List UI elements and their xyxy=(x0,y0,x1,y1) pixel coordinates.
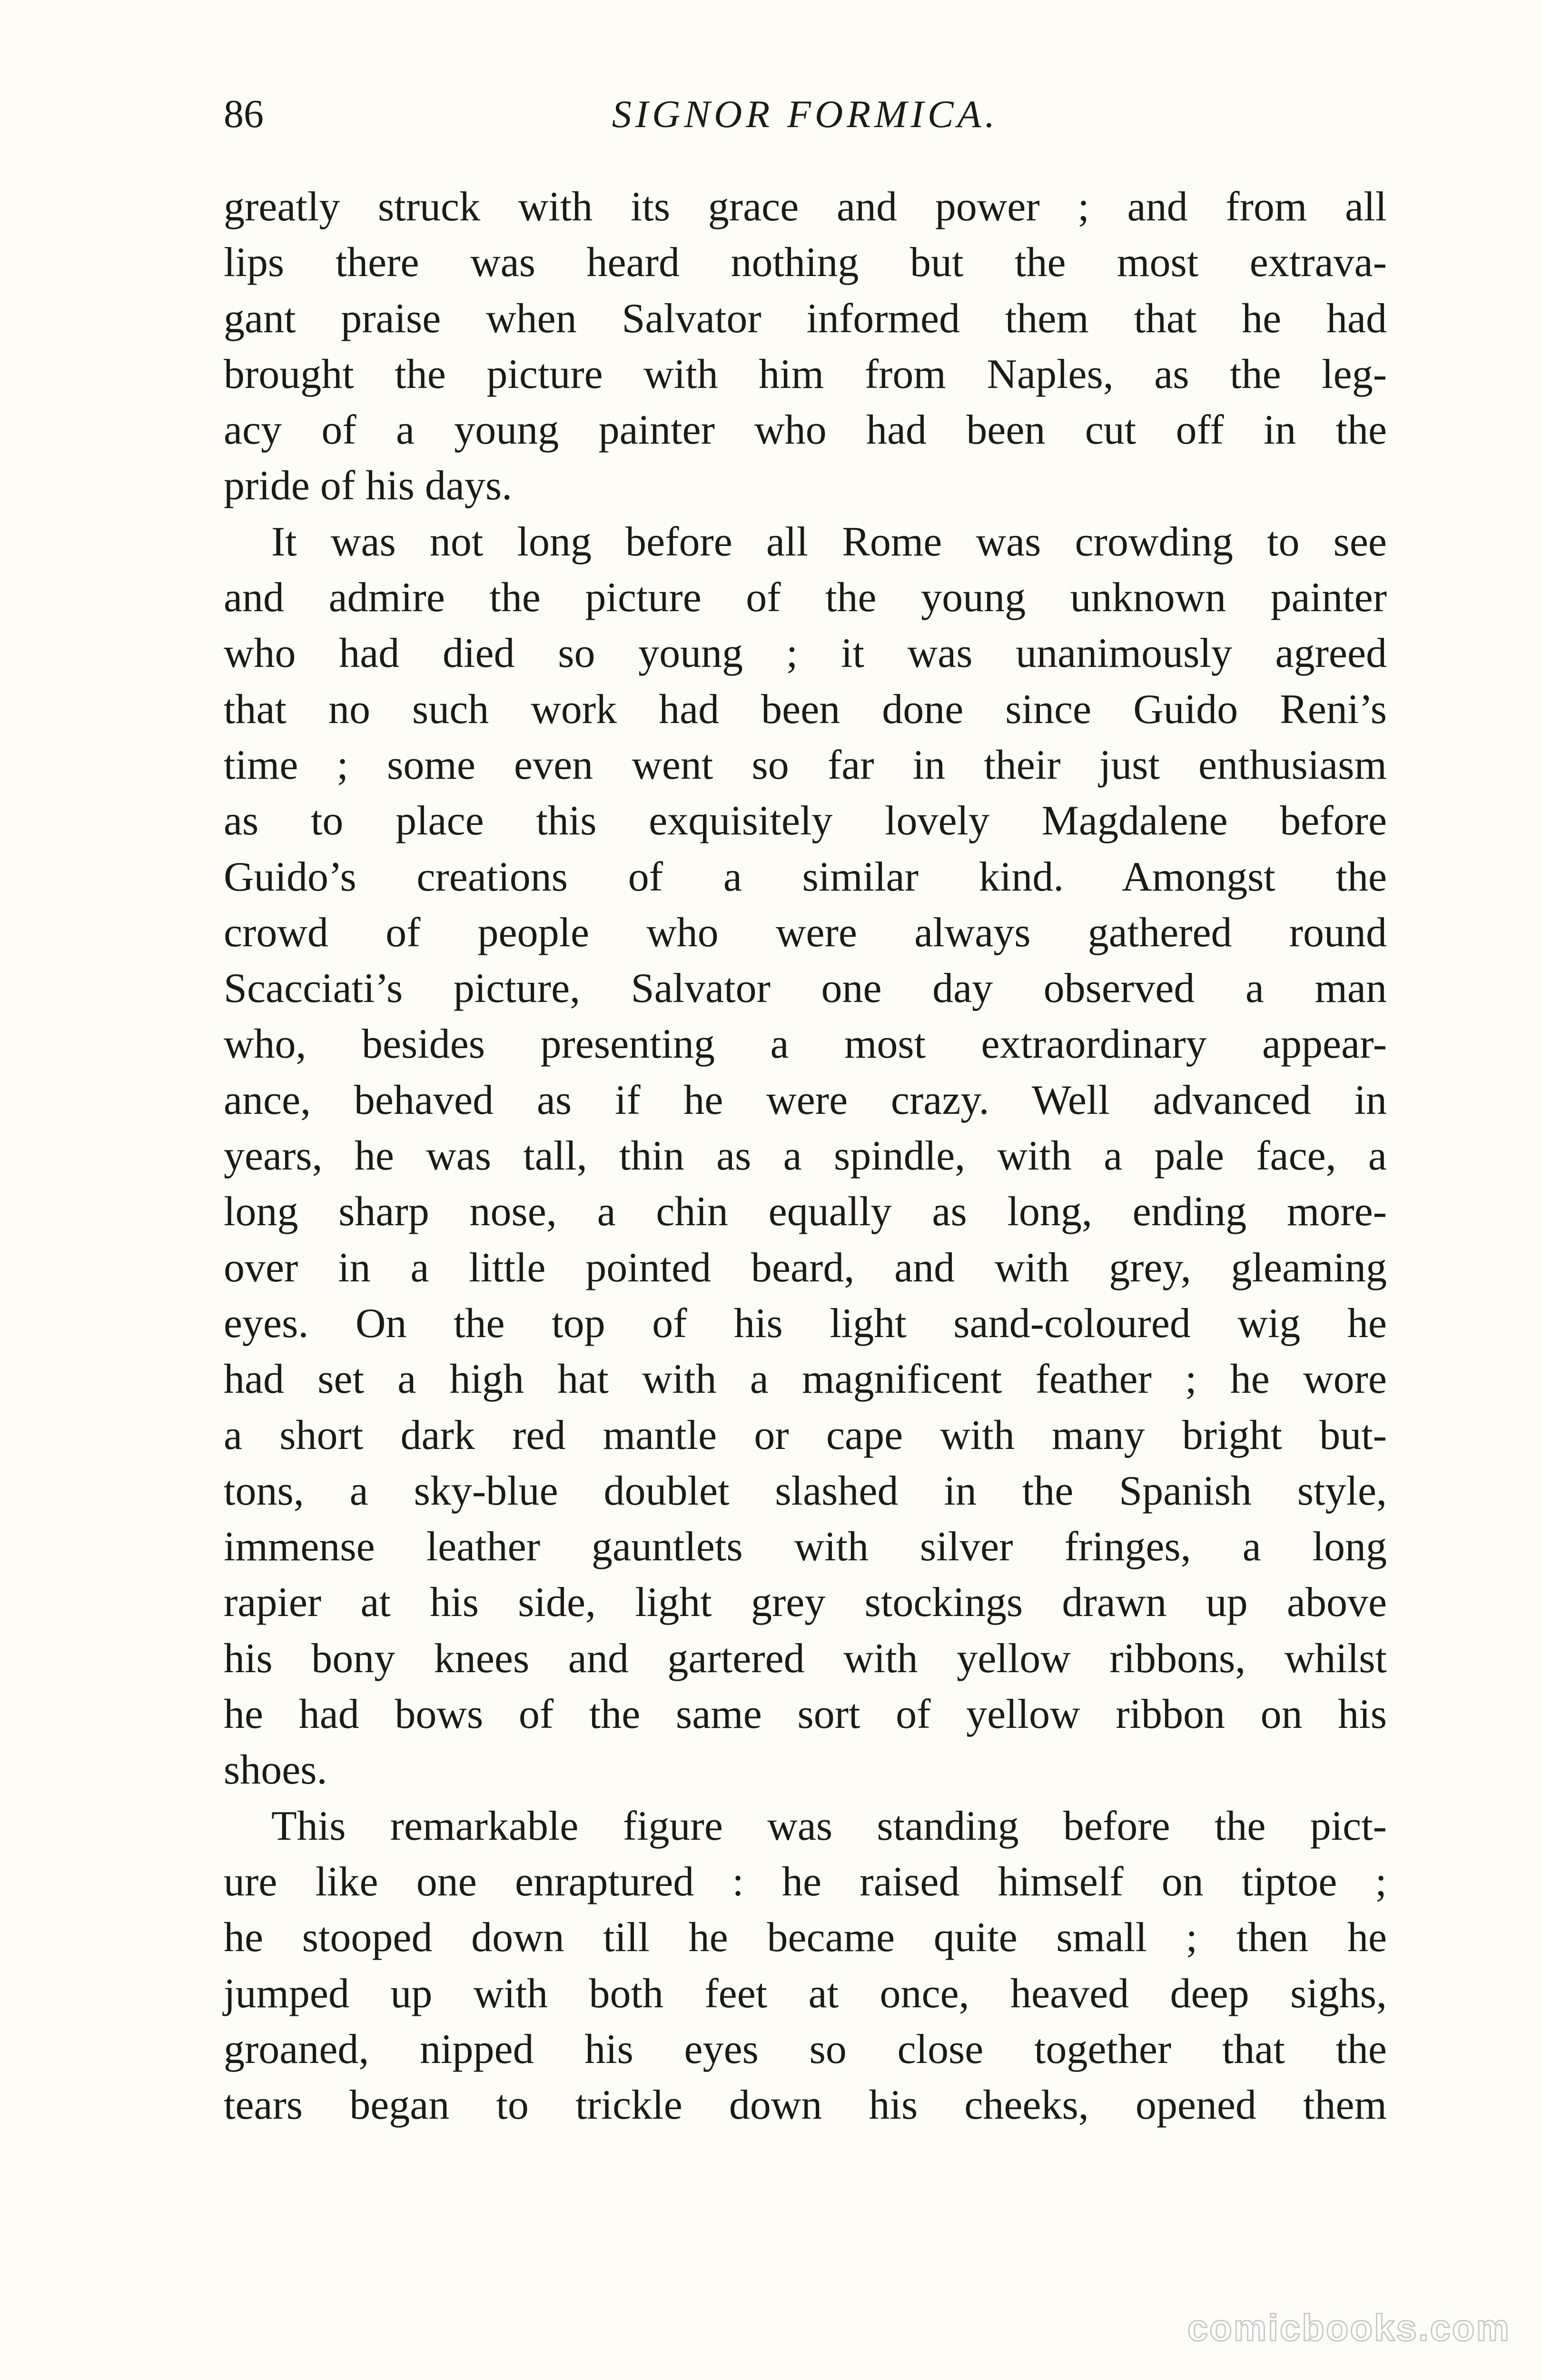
text-line: It was not long before all Rome was crowding to see xyxy=(271,518,1387,565)
text-line: that no such work had been done since Guido Reni’s xyxy=(224,686,1387,733)
text-line: ure like one enraptured : he raised himself on tiptoe ; xyxy=(224,1858,1387,1905)
text-line: and admire the picture of the young unknown painter xyxy=(224,575,1387,621)
watermark: comicbooks.com xyxy=(1187,2307,1511,2349)
text-line: acy of a young painter who had been cut off in the xyxy=(224,407,1387,454)
text-line: greatly struck with its grace and power ; and from all xyxy=(224,184,1387,230)
text-line: had set a high hat with a magnificent feather ; he wore xyxy=(224,1356,1387,1403)
paragraph xyxy=(224,514,1387,1798)
text-line: tears began to trickle down his cheeks, opened them xyxy=(224,2082,1387,2129)
text-line: Guido’s creations of a similar kind. Amongst the xyxy=(224,853,1387,900)
page-number: 86 xyxy=(224,92,264,136)
text-line: his bony knees and gartered with yellow ribbons, whilst xyxy=(224,1635,1387,1682)
text-line: as to place this exquisitely lovely Magdalene before xyxy=(224,798,1387,844)
text-line: eyes. On the top of his light sand-coloured wig he xyxy=(224,1300,1387,1347)
text-line: he had bows of the same sort of yellow ribbon on his xyxy=(224,1691,1387,1738)
text-line: a short dark red mantle or cape with many bright but- xyxy=(224,1412,1387,1458)
page-header xyxy=(224,86,1387,143)
text-line: lips there was heard nothing but the most extrava- xyxy=(224,239,1387,286)
text-line: he stooped down till he became quite small ; then he xyxy=(224,1914,1387,1961)
text-line: Scacciati’s picture, Salvator one day observed a man xyxy=(224,965,1387,1012)
body-text xyxy=(224,179,1387,2133)
text-line: over in a little pointed beard, and with grey, gleaming xyxy=(224,1244,1387,1291)
text-line: long sharp nose, a chin equally as long, ending more- xyxy=(224,1189,1387,1235)
paragraph xyxy=(224,179,1387,514)
text-line: gant praise when Salvator informed them that he had xyxy=(224,295,1387,342)
text-line: groaned, nipped his eyes so close together that the xyxy=(224,2026,1387,2073)
text-line: brought the picture with him from Naples, as the leg- xyxy=(224,351,1387,397)
text-line: time ; some even went so far in their just enthusiasm xyxy=(224,742,1387,788)
text-line: jumped up with both feet at once, heaved deep sighs, xyxy=(224,1970,1387,2017)
text-line: pride of his days. xyxy=(224,463,513,509)
text-line: who had died so young ; it was unanimously agreed xyxy=(224,630,1387,677)
text-line: tons, a sky-blue doublet slashed in the Spanish style, xyxy=(224,1468,1387,1514)
text-line: years, he was tall, thin as a spindle, with a pale face, a xyxy=(224,1133,1387,1180)
paragraph xyxy=(224,1798,1387,2133)
text-line: immense leather gauntlets with silver fringes, a long xyxy=(224,1524,1387,1570)
text-line: who, besides presenting a most extraordinary appear- xyxy=(224,1021,1387,1068)
text-line: This remarkable figure was standing before the pict- xyxy=(271,1803,1387,1849)
running-title: SIGNOR FORMICA. xyxy=(612,92,999,136)
text-line: shoes. xyxy=(224,1747,327,1794)
text-line: rapier at his side, light grey stockings drawn up above xyxy=(224,1579,1387,1626)
text-line: ance, behaved as if he were crazy. Well advanced in xyxy=(224,1077,1387,1123)
text-line: crowd of people who were always gathered round xyxy=(224,909,1387,956)
